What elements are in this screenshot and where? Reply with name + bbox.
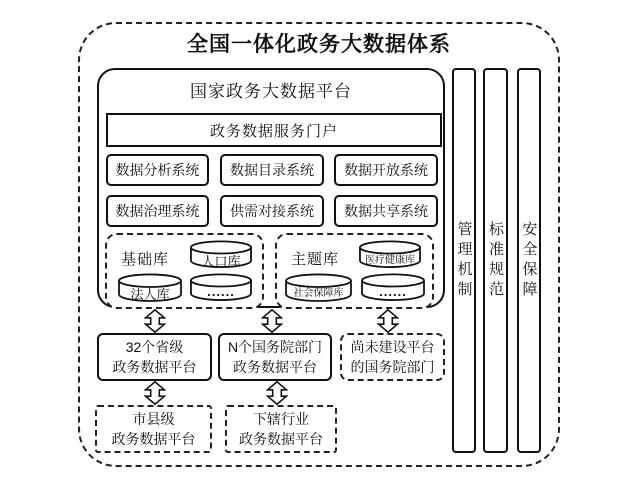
database-cylinder-population xyxy=(190,240,252,268)
base-library-label: 基础库 xyxy=(121,251,170,268)
national-platform-title: 国家政务大数据平台 xyxy=(190,82,352,101)
database-cylinder-social-security xyxy=(285,273,352,302)
unbuilt-platform-line1: 尚未建设平台 xyxy=(350,338,435,355)
database-label: ...... xyxy=(379,283,407,299)
system-box-supply-demand: 供需对接系统 xyxy=(220,195,324,227)
provincial-platform-line2: 政务数据平台 xyxy=(112,359,197,375)
database-label: 人口库 xyxy=(201,253,241,269)
city-county-platform-box xyxy=(95,405,212,453)
database-label: 社会保障库 xyxy=(293,288,344,300)
pillar-label: 标准规范 xyxy=(487,220,504,301)
pillar-label: 管理机制 xyxy=(455,220,473,301)
city-county-platform-line1: 市县级 xyxy=(132,410,175,427)
provincial-platform-line1: 32个省级 xyxy=(125,338,184,355)
database-label: 法人库 xyxy=(130,287,170,303)
unbuilt-platform-line2: 的国务院部门 xyxy=(350,359,435,375)
system-box-data-sharing: 数据共享系统 xyxy=(334,195,438,227)
double-arrow-icon xyxy=(144,381,166,405)
state-council-platform-line2: 政务数据平台 xyxy=(233,359,317,375)
city-county-platform-line2: 政务数据平台 xyxy=(111,431,196,447)
double-arrow-icon xyxy=(261,309,283,333)
system-box-data-analysis: 数据分析系统 xyxy=(106,154,209,186)
pillar-security xyxy=(517,68,541,453)
industry-platform-box xyxy=(225,405,337,453)
database-cylinder-more-base xyxy=(190,273,252,301)
diagram-title: 全国一体化政务大数据体系 xyxy=(187,33,451,56)
unbuilt-platform-box xyxy=(340,333,445,381)
system-box-data-open: 数据开放系统 xyxy=(334,154,438,186)
theme-library-box xyxy=(275,233,434,309)
database-label: ...... xyxy=(207,283,235,299)
portal-box: 政务数据服务门户 xyxy=(106,113,442,147)
system-box-data-governance: 数据治理系统 xyxy=(106,195,209,227)
pillar-label: 安全保障 xyxy=(520,220,538,301)
pillar-management-mechanism xyxy=(452,68,476,453)
base-library-box xyxy=(105,233,264,309)
industry-platform-line1: 下辖行业 xyxy=(253,410,309,427)
theme-library-label: 主题库 xyxy=(291,251,340,268)
database-cylinder-legal-person xyxy=(118,273,182,302)
database-cylinder-more-theme xyxy=(361,273,425,301)
industry-platform-line2: 政务数据平台 xyxy=(239,431,323,447)
system-box-data-catalog: 数据目录系统 xyxy=(220,154,324,186)
state-council-platform-box xyxy=(218,333,332,381)
double-arrow-icon xyxy=(377,309,399,333)
database-cylinder-medical-health xyxy=(359,240,421,268)
pillar-standards xyxy=(483,68,508,453)
double-arrow-icon xyxy=(266,381,288,405)
state-council-platform-line1: N个国务院部门 xyxy=(227,338,323,355)
national-platform-box xyxy=(97,68,445,308)
database-label: 医疗健康库 xyxy=(365,254,415,266)
double-arrow-icon xyxy=(144,309,166,333)
provincial-platform-box xyxy=(97,333,212,381)
